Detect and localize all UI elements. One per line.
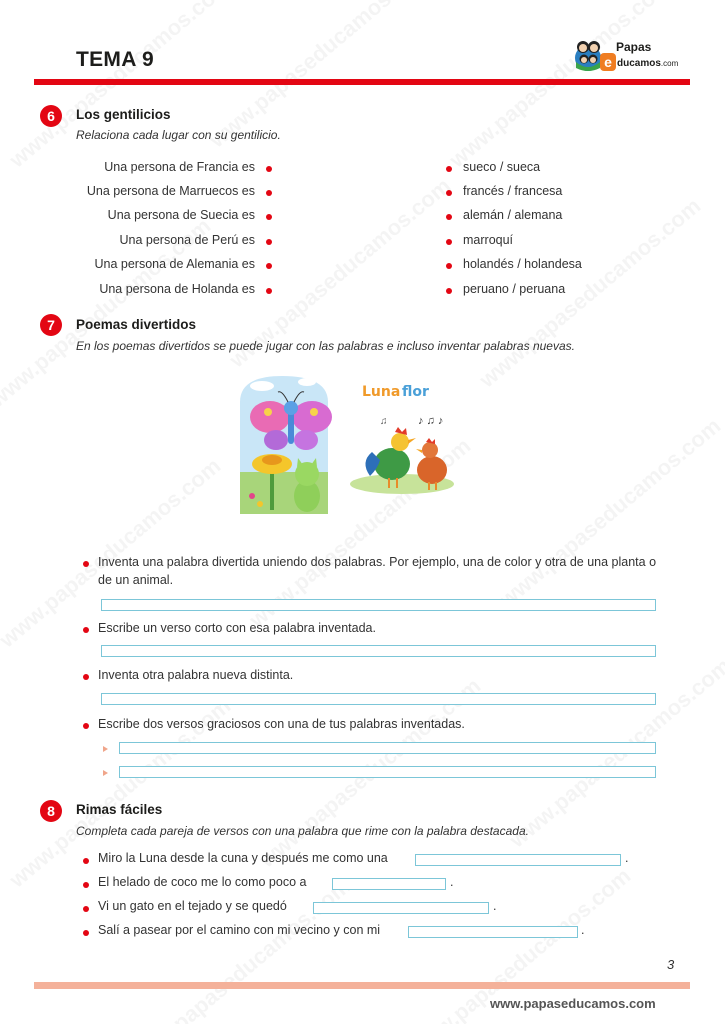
rhyme-field[interactable] <box>408 926 578 938</box>
place-item: Una persona de Marruecos es <box>86 184 255 198</box>
place-item: Una persona de Perú es <box>119 233 255 247</box>
match-dot-right[interactable] <box>446 166 452 172</box>
logo-text-ducamos <box>617 58 678 69</box>
rhyme-field[interactable] <box>313 902 489 914</box>
bullet-dot <box>83 858 89 864</box>
match-dot-right[interactable] <box>446 214 452 220</box>
butterfly-cat-scene <box>240 376 332 514</box>
answer-field[interactable] <box>101 645 656 657</box>
task-prompt: Escribe dos versos graciosos con una de tus palabras inventadas. <box>98 717 465 731</box>
section-8-instruction: Completa cada pareja de versos con una palabra que rime con la palabra destacada. <box>76 824 529 838</box>
rhyme-prompt: Vi un gato en el tejado y se quedó <box>98 899 287 913</box>
match-dot-left[interactable] <box>266 190 272 196</box>
section-7-badge: 7 <box>40 314 62 336</box>
logo-text-papas: Papas <box>616 40 652 54</box>
page-number: 3 <box>667 957 675 972</box>
task-prompt: Escribe un verso corto con esa palabra inventada. <box>98 621 376 635</box>
section-7-instruction: En los poemas divertidos se puede jugar con las palabras e incluso inventar palabras nuevas. <box>76 339 575 353</box>
section-6-badge: 6 <box>40 105 62 127</box>
verse-field[interactable] <box>119 742 656 754</box>
rhyme-field[interactable] <box>415 854 621 866</box>
period: . <box>450 875 454 889</box>
footer-website-link[interactable]: www.papaseducamos.com <box>490 996 656 1011</box>
rhyme-field[interactable] <box>332 878 446 890</box>
demonym-item: francés / francesa <box>463 184 563 198</box>
match-dot-right[interactable] <box>446 239 452 245</box>
match-dot-left[interactable] <box>266 263 272 269</box>
verse-arrow-icon <box>103 746 108 752</box>
match-dot-left[interactable] <box>266 239 272 245</box>
task-prompt: Inventa una palabra divertida uniendo dos palabras. Por ejemplo, una de color y otra de una planta o de un animal. <box>98 555 657 587</box>
verse-arrow-icon <box>103 770 108 776</box>
rooster-hen-scene <box>350 384 454 494</box>
bullet-dot <box>83 561 89 567</box>
match-dot-right[interactable] <box>446 288 452 294</box>
verse-field[interactable] <box>119 766 656 778</box>
match-dot-left[interactable] <box>266 166 272 172</box>
match-dot-left[interactable] <box>266 214 272 220</box>
svg-text:♪ ♫ ♪: ♪ ♫ ♪ <box>418 415 444 427</box>
demonym-item: holandés / holandesa <box>463 257 582 271</box>
section-8-title: Rimas fáciles <box>76 802 163 817</box>
logo-com-suffix: .com <box>660 59 679 68</box>
section-6-title: Los gentilicios <box>76 107 171 122</box>
rhyme-prompt: El helado de coco me lo como poco a <box>98 875 307 889</box>
place-item: Una persona de Francia es <box>104 160 255 174</box>
task-prompt: Inventa otra palabra nueva distinta. <box>98 668 294 682</box>
answer-field[interactable] <box>101 693 656 705</box>
place-item: Una persona de Alemania es <box>94 257 255 271</box>
luna-flor-label: Luna <box>362 384 401 400</box>
bullet-dot <box>83 882 89 888</box>
logo-ducamos-word: ducamos <box>617 58 661 69</box>
demonym-item: peruano / peruana <box>463 282 566 296</box>
header-divider <box>34 79 690 85</box>
demonym-item: alemán / alemana <box>463 208 563 222</box>
period: . <box>625 851 629 865</box>
bullet-dot <box>83 723 89 729</box>
answer-field[interactable] <box>101 599 656 611</box>
section-6-instruction: Relaciona cada lugar con su gentilicio. <box>76 128 281 142</box>
papaseducamos-logo <box>570 36 695 76</box>
match-dot-right[interactable] <box>446 190 452 196</box>
rhyme-prompt: Salí a pasear por el camino con mi vecino y con mi <box>98 923 381 937</box>
logo-e-badge: e <box>600 53 616 71</box>
section-7-title: Poemas divertidos <box>76 317 197 332</box>
period: . <box>581 923 585 937</box>
bullet-dot <box>83 627 89 633</box>
bullet-dot <box>83 674 89 680</box>
match-dot-right[interactable] <box>446 263 452 269</box>
svg-text:flor: flor <box>402 384 429 400</box>
period: . <box>493 899 497 913</box>
bullet-dot <box>83 930 89 936</box>
poem-illustration <box>232 372 460 524</box>
page-title: TEMA 9 <box>76 48 155 71</box>
section-8-badge: 8 <box>40 800 62 822</box>
rhyme-prompt: Miro la Luna desde la cuna y después me como una <box>98 851 388 865</box>
svg-text:♫: ♫ <box>380 416 388 427</box>
place-item: Una persona de Holanda es <box>99 282 255 296</box>
match-dot-left[interactable] <box>266 288 272 294</box>
bullet-dot <box>83 906 89 912</box>
demonym-item: marroquí <box>463 233 514 247</box>
footer-divider <box>34 982 690 989</box>
place-item: Una persona de Suecia es <box>107 208 255 222</box>
demonym-item: sueco / sueca <box>463 160 541 174</box>
